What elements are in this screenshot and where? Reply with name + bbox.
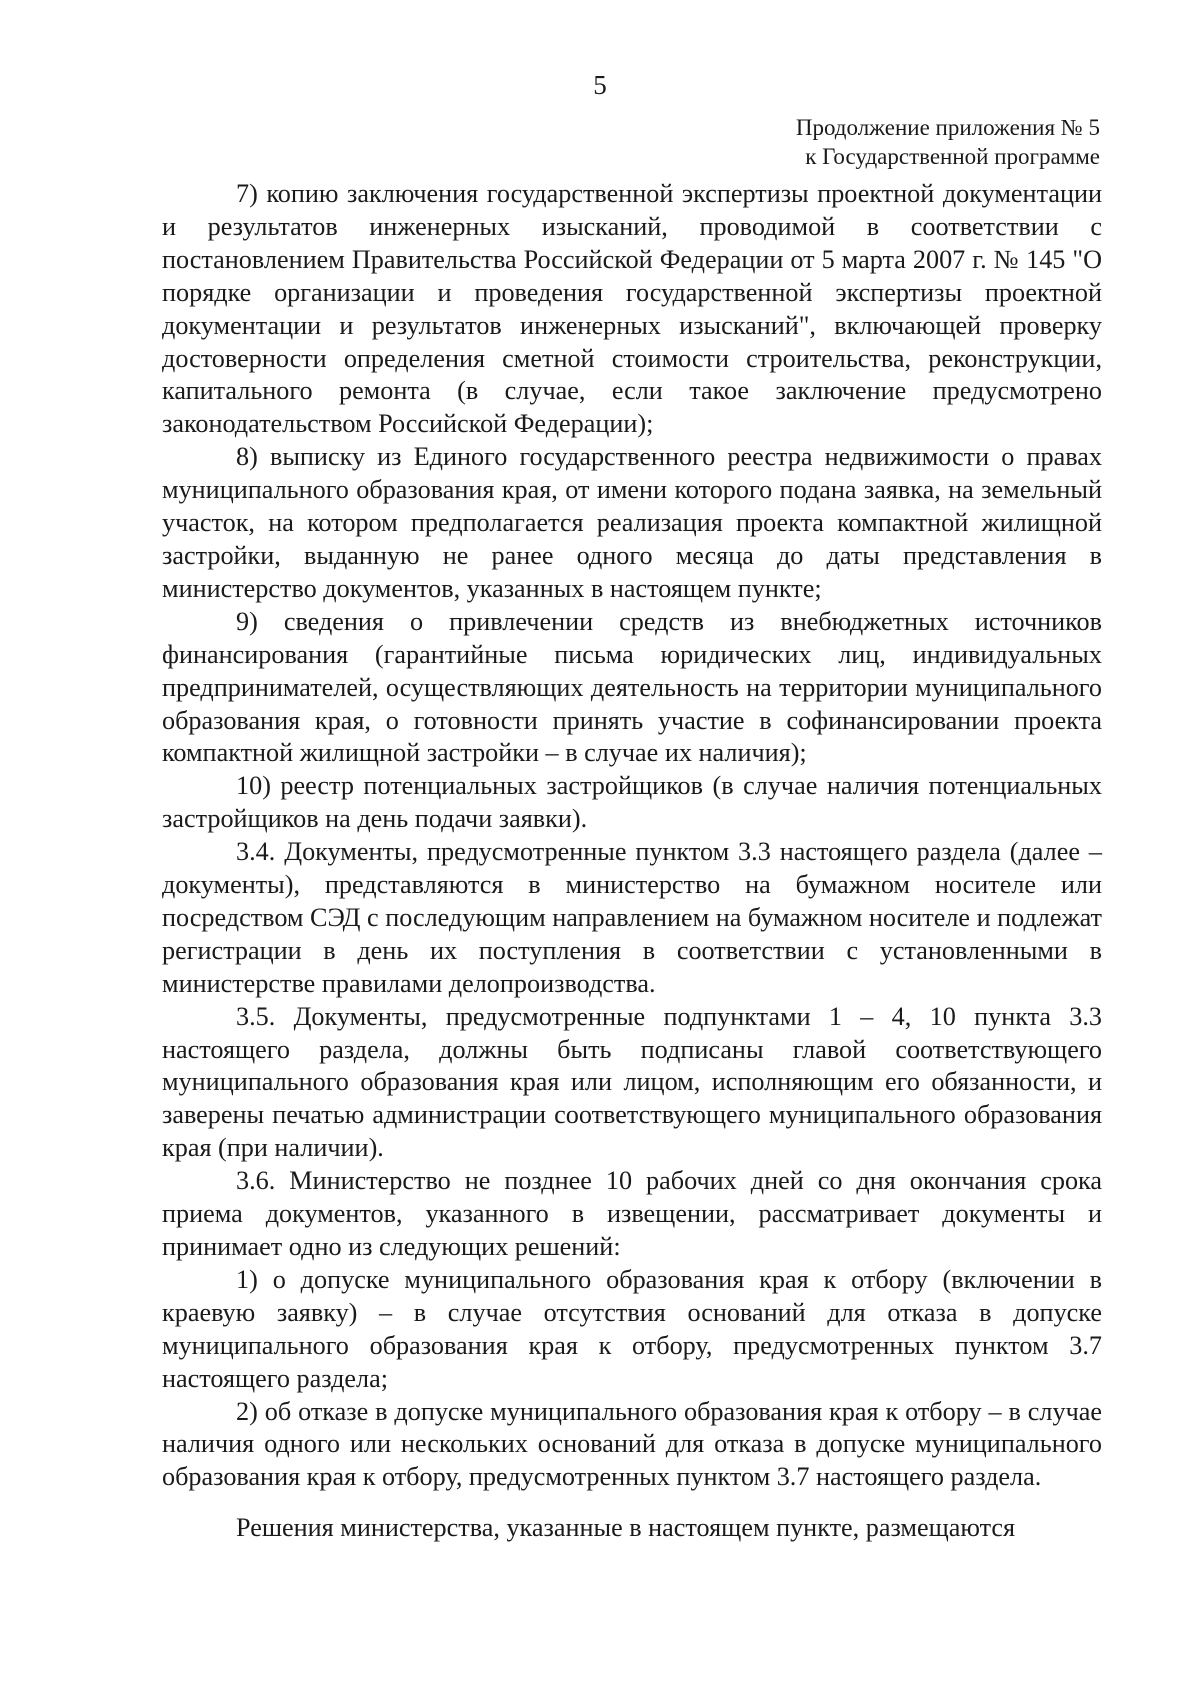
paragraph-decisions-publication: Решения министерства, указанные в настоящем пункте, размещаются [236, 1513, 1016, 1543]
paragraph-decision-1: 1) о допуске муниципального образования края к отбору (включении в краевую заявку) – в случае отсутствия оснований для отказа в допуске муниципального образования края к отбору, предусмотренных пунктом 3.7 настоящего раздела; [162, 1264, 1102, 1393]
paragraph-item-8: 8) выписку из Единого государственного реестра недвижимости о правах муниципального образования края, от имени которого подана заявка, на земельный участок, на котором предполагается реализация проекта компактной жилищной застройки, выданную не ранее одного месяца до даты представления в министерство документов, указанных в настоящем пункте; [162, 442, 1102, 603]
paragraph-item-7: 7) копию заключения государственной экспертизы проектной документации и результатов инженерных изысканий, проводимой в соответствии с постановлением Правительства Российской Федерации от 5 марта 2007 г. № 145 "О порядке организации и проведения государственной экспертизы проектной документации и результатов инженерных изысканий", включающей проверку достоверности определения сметной стоимости строительства, реконструкции, капитального ремонта (в случае, если такое заключение предусмотрено законодательством Российской Федерации); [162, 179, 1102, 439]
page-number: 5 [593, 70, 607, 100]
paragraph-item-10: 10) реестр потенциальных застройщиков (в случае наличия потенциальных застройщиков на день подачи заявки). [162, 771, 1102, 834]
paragraph-item-9: 9) сведения о привлечении средств из внебюджетных источников финансирования (гарантийные письма юридических лиц, индивидуальных предпринимателей, осуществляющих деятельность на территории муниципального образования края, о готовности принять участие в софинансировании проекта компактной жилищной застройки – в случае их наличия); [162, 606, 1102, 768]
paragraph-3-5: 3.5. Документы, предусмотренные подпунктами 1 – 4, 10 пункта 3.3 настоящего раздела, должны быть подписаны главой соответствующего муниципального образования края или лицом, исполняющим его обязанности, и заверены печатью администрации соответствующего муниципального образования края (при наличии). [162, 1001, 1102, 1163]
paragraph-3-6: 3.6. Министерство не позднее 10 рабочих дней со дня окончания срока приема документов, указанного в извещении, рассматривает документы и принимает одно из следующих решений: [162, 1166, 1102, 1261]
document-body [162, 178, 1102, 1545]
paragraph-decision-2: 2) об отказе в допуске муниципального образования края к отбору – в случае наличия одного или нескольких оснований для отказа в допуске муниципального образования края к отбору, предусмотренных пунктом 3.7 настоящего раздела. [162, 1396, 1102, 1492]
paragraph-3-4: 3.4. Документы, предусмотренные пунктом 3.3 настоящего раздела (далее – документы), представляются в министерство на бумажном носителе или посредством СЭД с последующим направлением на бумажном носителе и подлежат регистрации в день их поступления в соответствии с установленными в министерстве правилами делопроизводства. [162, 837, 1102, 998]
appendix-header-line-1: Продолжение приложения № 5 [795, 115, 1100, 140]
appendix-header-line-2: к Государственной программе [805, 144, 1100, 169]
appendix-header [796, 113, 1100, 171]
